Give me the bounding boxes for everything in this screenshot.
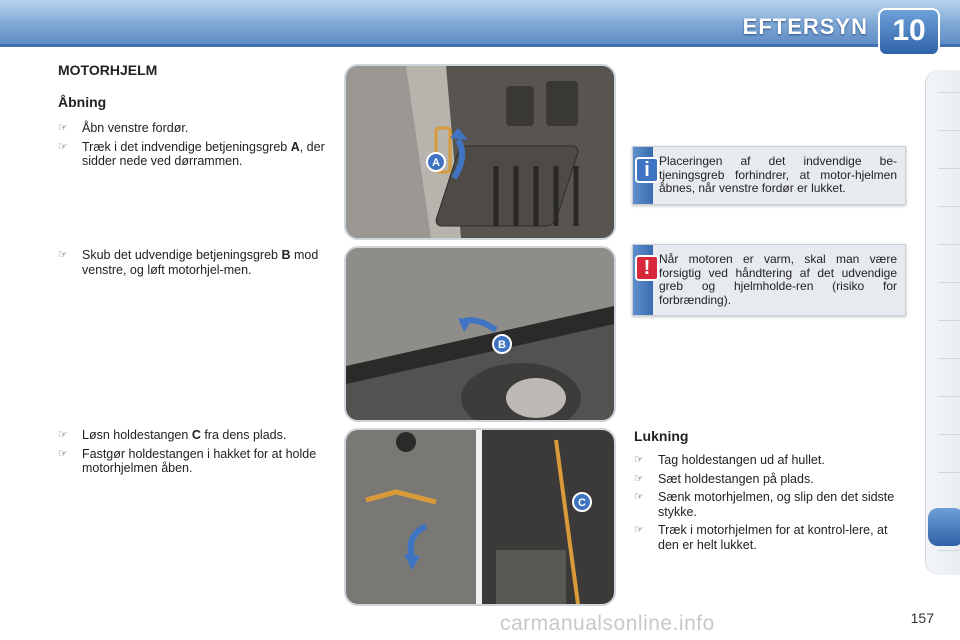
photo-prop-rod <box>344 428 616 606</box>
warning-note-text: Når motoren er varm, skal man være forsigtig ved håndtering af det udvendige greb og hjelmholde-ren (risiko for forbrænding). <box>659 252 897 307</box>
chapter-title: EFTERSYN <box>742 14 868 39</box>
chapter-tab[interactable] <box>938 168 960 169</box>
info-note-text: Placeringen af det indvendige be-tjeningsgreb forhindrer, at motor-hjelmen åbnes, når venstre fordør er lukket. <box>659 154 897 195</box>
label-a: A <box>290 139 300 154</box>
pointing-hand-icon: ☞ <box>634 472 644 485</box>
chapter-tab[interactable] <box>938 92 960 93</box>
label-b: B <box>281 248 291 262</box>
photo-label-c: C <box>578 497 586 509</box>
closing-steps <box>634 453 906 556</box>
photo-interior-release-lever <box>344 64 616 240</box>
info-icon: i <box>635 157 659 183</box>
list-item: ☞ Træk i det indvendige betjeningsgreb A, der sidder nede ved dørrammen. <box>58 139 325 168</box>
chapter-number-badge: 10 <box>878 8 940 56</box>
chapter-tab[interactable] <box>938 206 960 207</box>
chapter-tab[interactable] <box>938 244 960 245</box>
list-item: ☞ Fastgør holdestangen i hakket for at holde motorhjelmen åben. <box>58 446 317 475</box>
list-item: ☞ Åbn venstre fordør. <box>58 121 189 135</box>
chapter-tab[interactable] <box>938 358 960 359</box>
list-item: ☞ Sænk motorhjelmen, og slip den det sidste stykke. <box>634 490 895 519</box>
chapter-tab-active[interactable] <box>928 508 960 546</box>
watermark: carmanualsonline.info <box>500 612 715 635</box>
warning-note <box>632 244 906 316</box>
chapter-tab[interactable] <box>938 130 960 131</box>
chapter-tab[interactable] <box>938 282 960 283</box>
opening-steps-1 <box>58 121 328 173</box>
pointing-hand-icon: ☞ <box>58 429 68 441</box>
chapter-tab[interactable] <box>938 434 960 435</box>
list-item: ☞ Sæt holdestangen på plads. <box>634 471 814 486</box>
pointing-hand-icon: ☞ <box>634 524 644 536</box>
photo-label-a: A <box>432 157 440 169</box>
label-c: C <box>191 428 201 442</box>
chapter-tab[interactable] <box>938 320 960 321</box>
warning-icon: ! <box>635 255 659 281</box>
pointing-hand-icon: ☞ <box>58 249 68 261</box>
chapter-tab[interactable] <box>938 550 960 551</box>
list-item: ☞ Tag holdestangen ud af hullet. <box>634 453 825 467</box>
list-item: ☞ Skub det udvendige betjeningsgreb B mod venstre, og løft motorhjel-men. <box>58 248 319 277</box>
list-item: ☞ Træk i motorhjelmen for at kontrol-lere, at den er helt lukket. <box>634 523 888 552</box>
pointing-hand-icon: ☞ <box>634 454 644 466</box>
photo-label-b: B <box>498 339 506 351</box>
page-header <box>0 0 960 52</box>
closing-title: Lukning <box>634 428 689 444</box>
chapter-tab[interactable] <box>938 396 960 397</box>
opening-title: Åbning <box>58 94 107 110</box>
chapter-tab[interactable] <box>938 472 960 473</box>
header-stripe <box>0 44 960 47</box>
pointing-hand-icon: ☞ <box>58 447 68 460</box>
chapter-tab-index <box>925 70 960 575</box>
pointing-hand-icon: ☞ <box>58 122 68 134</box>
pointing-hand-icon: ☞ <box>58 140 68 153</box>
section-title: MOTORHJELM <box>58 62 158 78</box>
list-item: ☞ Løsn holdestangen C fra dens plads. <box>58 428 287 442</box>
info-note <box>632 146 906 205</box>
photo-exterior-lever <box>344 246 616 422</box>
opening-steps-2 <box>58 248 328 281</box>
page-number: 157 <box>910 610 934 626</box>
pointing-hand-icon: ☞ <box>634 491 644 503</box>
opening-steps-3 <box>58 428 328 480</box>
